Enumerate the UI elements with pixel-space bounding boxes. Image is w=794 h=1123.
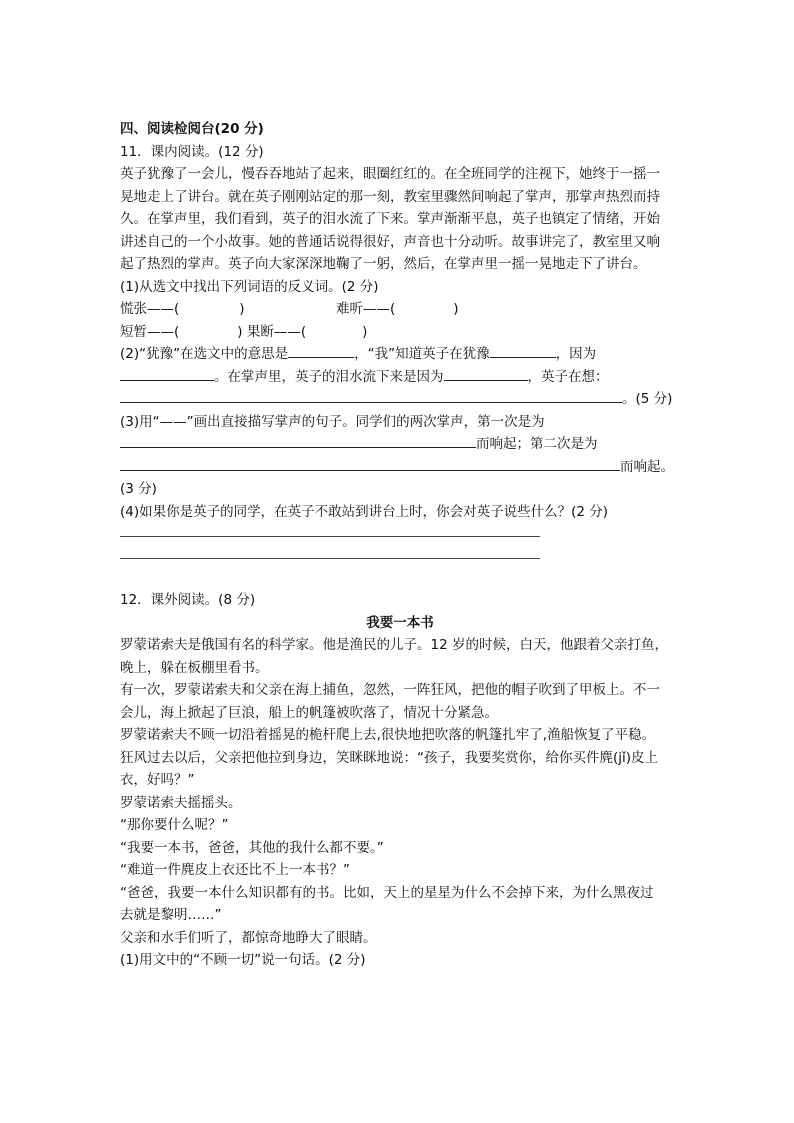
antonym-word: ) 果断——( [237,323,307,340]
q11-part1-prompt: (1)从选文中找出下列词语的反义词。(2 分) [120,278,379,295]
antonym-word: 短暂——( [120,323,180,340]
q11-part4-prompt: (4)如果你是英子的同学，在英子不敢站到讲台上时，你会对英子说些什么？(2 分) [120,503,609,520]
passage-line: 久。在掌声里，我们看到，英子的泪水流了下来。掌声渐渐平息，英子也镇定了情绪，开始 [120,211,660,227]
passage-line: “我要一本书，爸爸，其他的我什么都不要。” [120,839,384,856]
passage-line: “难道一件麂皮上衣还比不上一本书？” [120,862,350,878]
answer-blank[interactable] [120,433,476,448]
section-heading: 四、阅读检阅台(20 分) [120,121,264,137]
passage-line: “爸爸，我要一本什么知识都有的书。比如，天上的星星为什么不会掉下来，为什么黑夜过 [120,884,654,901]
q11-part2-text: ，“我”知道英子在犹豫 [354,346,490,362]
passage-line: 讲述自己的一个小故事。她的普通话说得很好，声音也十分动听。故事讲完了，教室里又响 [120,233,660,250]
q11-part2-text: ，因为 [555,346,597,362]
answer-blank[interactable] [120,366,214,381]
q11-part3-line3 [120,456,680,479]
q11-part2-line2 [120,366,680,389]
answer-line[interactable] [120,525,540,537]
antonym-word: 慌张——( [120,301,180,317]
antonym-word: 难听——( [336,301,396,317]
passage-line: 衣，好吗？” [120,772,195,788]
answer-line[interactable] [120,547,540,559]
answer-blank[interactable] [444,366,528,381]
answer-blank[interactable] [120,388,622,403]
passage-line: 会儿，海上掀起了巨浪，船上的帆篷被吹落了，情况十分紧急。 [120,704,498,721]
paren-close: ) [362,323,368,340]
q11-part2-text: (2)“犹豫”在选文中的意思是 [120,346,289,362]
story-title: 我要一本书 [366,614,434,631]
exam-page [120,118,680,972]
q12-part1-prompt: (1)用文中的“不顾一切”说一句话。(2 分) [120,952,366,968]
q11-part3-text: 而响起；第二次是为 [476,436,598,452]
passage-line: 去就是黎明……” [120,907,222,923]
q11-part2-text: ，英子在想： [527,368,609,385]
passage-line: 英子犹豫了一会儿，慢吞吞地站了起来，眼圈红红的。在全班同学的注视下，她终于一摇一 [120,166,660,182]
q11-part3-text: 而响起。 [620,458,674,475]
q11-part2-line1 [120,343,680,366]
q12-passage [120,634,680,949]
q11-part3-line2 [120,433,680,456]
passage-line: 晚上，躲在板棚里看书。 [120,659,269,676]
passage-line: “那你要什么呢？” [120,817,229,833]
passage-line: 父亲和水手们听了，都惊奇地睁大了眼睛。 [120,929,377,946]
passage-line: 起了热烈的掌声。英子向大家深深地鞠了一躬，然后，在掌声里一摇一晃地走下了讲台。 [120,256,647,272]
passage-line: 罗蒙诺索夫摇摇头。 [120,794,242,811]
q12-title: 12．课外阅读。(8 分) [120,592,256,608]
passage-line: 狂风过去以后，父亲把他拉到身边，笑眯眯地说：“孩子，我要奖赏你，给你买件麂(jǐ)皮上 [120,749,659,766]
antonym-row-2 [120,321,680,344]
q11-part2-text: 。(5 分) [622,391,673,407]
q11-part2-text: 。在掌声里，英子的泪水流下来是因为 [214,368,444,385]
passage-line: 晃地走上了讲台。就在英子刚刚站定的那一刻，教室里骤然间响起了掌声，那掌声热烈而持 [120,188,660,205]
paren-close: ) [453,301,459,317]
q11-title: 11．课内阅读。(12 分) [120,143,264,160]
antonym-row-1 [120,298,680,321]
q11-part3-score: (3 分) [120,481,157,497]
q11-part2-line3 [120,388,680,411]
answer-blank[interactable] [288,343,354,358]
q11-passage [120,163,680,276]
passage-line: 罗蒙诺索夫是俄国有名的科学家。他是渔民的儿子。12 岁的时候，白天，他跟着父亲打鱼， [120,637,668,653]
passage-line: 罗蒙诺索夫不顾一切沿着摇晃的桅杆爬上去,很快地把吹落的帆篷扎牢了,渔船恢复了平稳。 [120,727,656,743]
passage-line: 有一次，罗蒙诺索夫和父亲在海上捕鱼，忽然，一阵狂风，把他的帽子吹到了甲板上。不一 [120,682,660,698]
answer-blank[interactable] [490,343,556,358]
answer-blank[interactable] [120,456,620,471]
paren-close: ) [239,301,245,317]
q11-part3-line1: (3)用“——”画出直接描写掌声的句子。同学们的两次掌声，第一次是为 [120,413,545,430]
